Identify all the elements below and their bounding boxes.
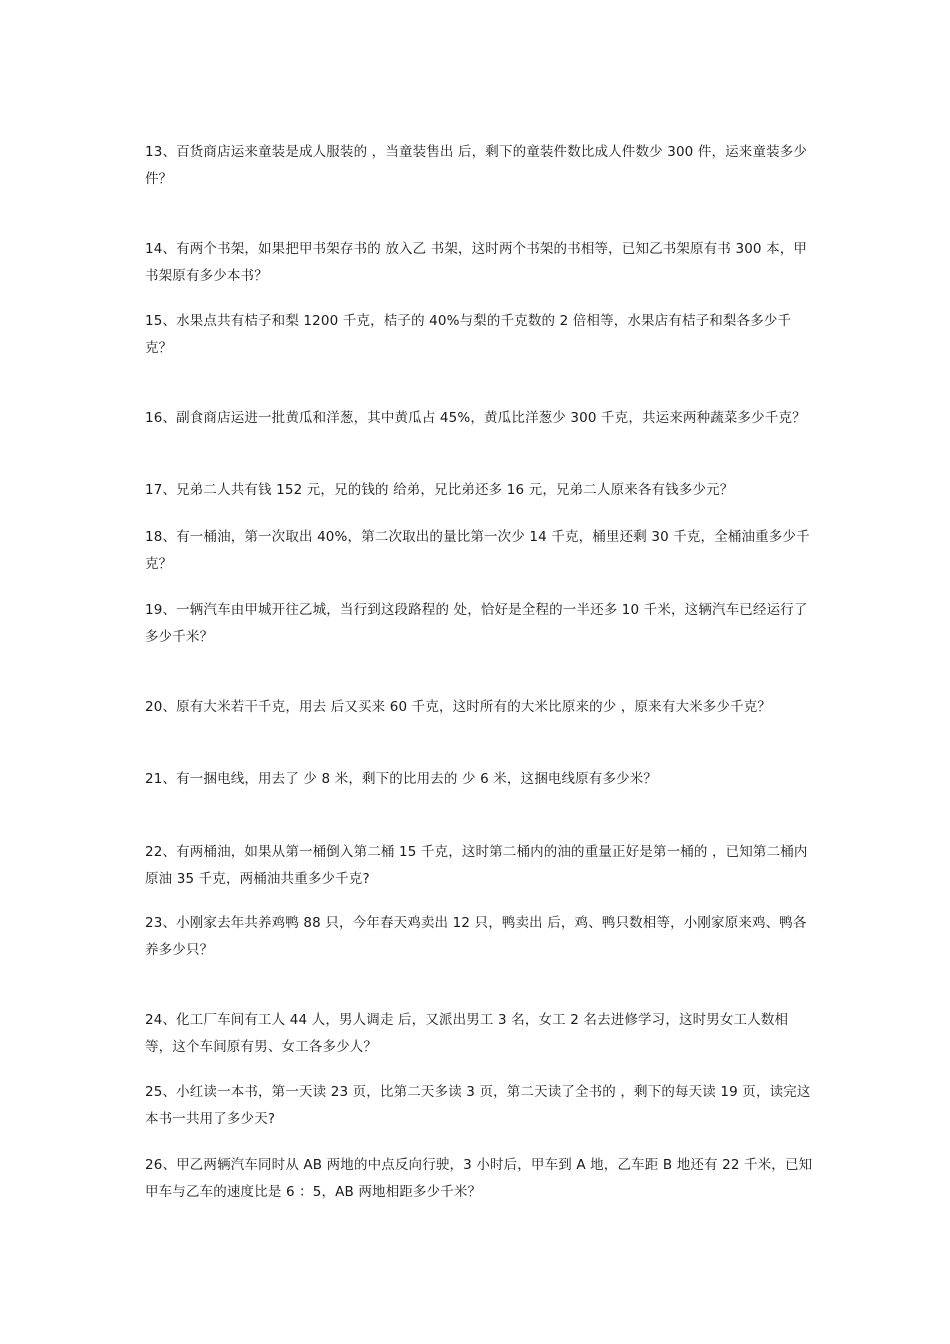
problem-19: 19、一辆汽车由甲城开往乙城，当行到这段路程的 处，恰好是全程的一半还多 10 千米，这辆汽车已经运行了多少千米？ xyxy=(145,602,808,645)
problem-17: 17、兄弟二人共有钱 152 元，兄的钱的 给弟，兄比弟还多 16 元，兄弟二人原来各有钱多少元？ xyxy=(145,482,734,498)
problem-26: 26、甲乙两辆汽车同时从 AB 两地的中点反向行驶，3 小时后，甲车到 A 地，乙车距 B 地还有 22 千米，已知甲车与乙车的速度比是 6 ：5，AB 两地相距多少千米？ xyxy=(145,1157,813,1200)
problem-18: 18、有一桶油，第一次取出 40%，第二次取出的量比第一次少 14 千克，桶里还剩 30 千克，全桶油重多少千克？ xyxy=(145,529,810,572)
problem-16: 16、副食商店运进一批黄瓜和洋葱，其中黄瓜占 45%，黄瓜比洋葱少 300 千克，共运来两种蔬菜多少千克？ xyxy=(145,410,806,426)
problem-22: 22、有两桶油，如果从第一桶倒入第二桶 15 千克，这时第二桶内的油的重量正好是第一桶的 ，已知第二桶内原油 35 千克，两桶油共重多少千克? xyxy=(145,844,808,887)
problem-15: 15、水果点共有桔子和梨 1200 千克，桔子的 40%与梨的千克数的 2 倍相等，水果店有桔子和梨各多少千克？ xyxy=(145,313,792,356)
problem-13: 13、百货商店运来童装是成人服装的 ，当童装售出 后，剩下的童装件数比成人件数少 300 件，运来童装多少件？ xyxy=(145,144,808,187)
problem-24: 24、化工厂车间有工人 44 人，男人调走 后，又派出男工 3 名，女工 2 名去进修学习，这时男女工人数相等，这个车间原有男、女工各多少人？ xyxy=(145,1012,789,1055)
problem-21: 21、有一捆电线，用去了 少 8 米，剩下的比用去的 少 6 米，这捆电线原有多少米？ xyxy=(145,771,658,787)
problem-25: 25、小红读一本书，第一天读 23 页，比第二天多读 3 页，第二天读了全书的 ，剩下的每天读 19 页，读完这本书一共用了多少天? xyxy=(145,1084,811,1127)
problem-14: 14、有两个书架，如果把甲书架存书的 放入乙 书架，这时两个书架的书相等，已知乙书架原有书 300 本，甲书架原有多少本书？ xyxy=(145,241,808,284)
problem-23: 23、小刚家去年共养鸡鸭 88 只，今年春天鸡卖出 12 只，鸭卖出 后，鸡、鸭只数相等，小刚家原来鸡、鸭各养多少只？ xyxy=(145,915,807,958)
problem-20: 20、原有大米若干千克，用去 后又买来 60 千克，这时所有的大米比原来的少 ，原来有大米多少千克？ xyxy=(145,699,772,715)
